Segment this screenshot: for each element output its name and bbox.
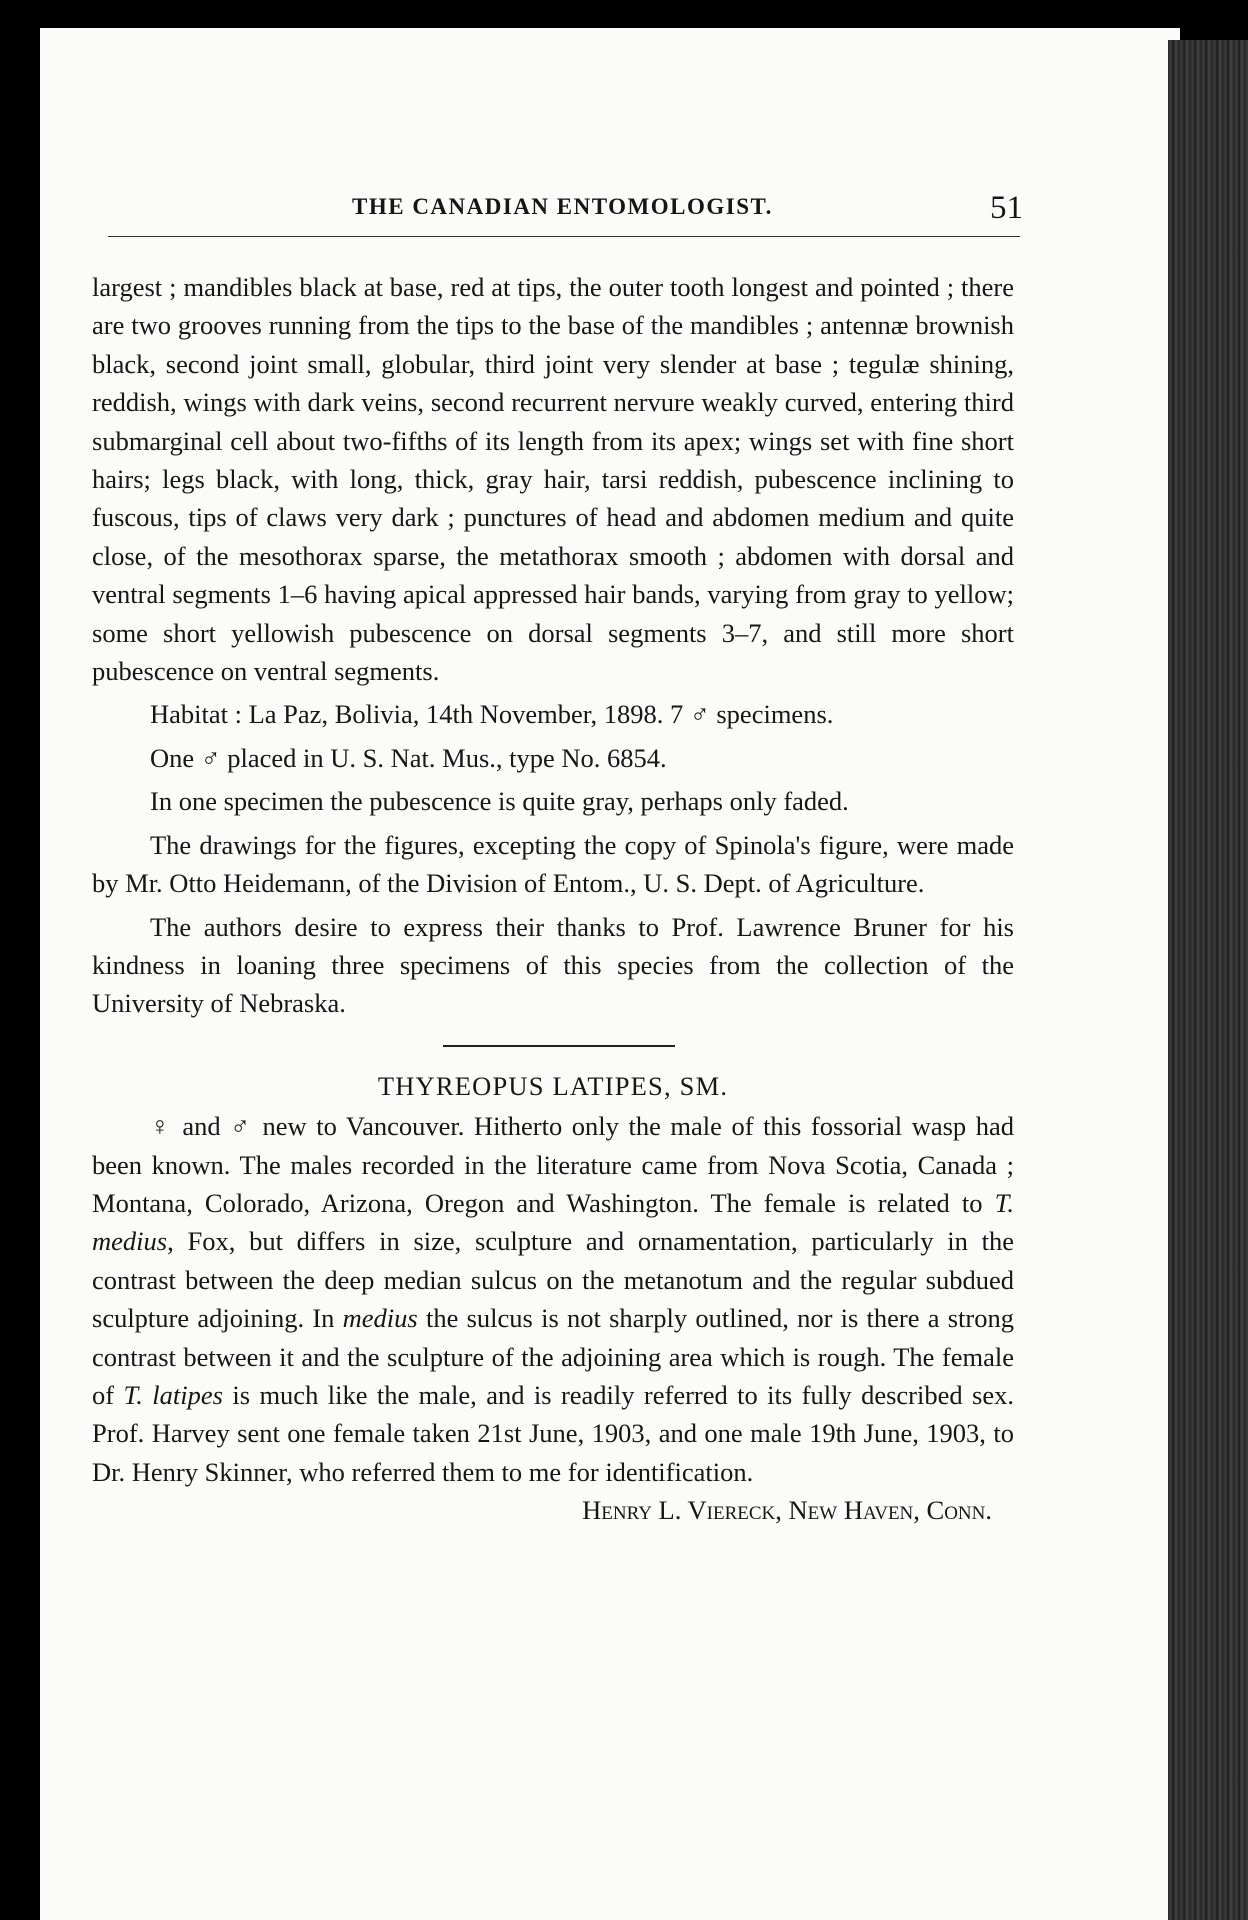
section-divider-rule [443,1045,675,1047]
species-name-medius-short: medius [342,1303,418,1334]
header-rule [108,236,1020,237]
running-head: THE CANADIAN ENTOMOLOGIST. [352,194,773,219]
section-text-4: is much like the male, and is readily referred to its fully described sex. Prof. Harvey sent one female taken 21st June, 1903, and one male 19th June, 1903, to Dr. Henry Skinner, who referred them to me for identification. [92,1379,1014,1487]
section-text-1: ♀ and ♂ new to Vancouver. Hitherto only the male of this fossorial wasp had been known. The males recorded in the literature came from Nova Scotia, Canada ; Montana, Colorado, Arizona, Oregon and Washington. The female is related to [92,1111,1014,1218]
book-edge [1168,40,1248,1920]
author-signature: Henry L. Viereck, New Haven, Conn. [582,1495,992,1526]
description-paragraph: largest ; mandibles black at base, red at tips, the outer tooth longest and pointed ; there are two grooves running from the tips to the base of the mandibles ; antennæ brownish black, second joint small, globular, third joint very slender at base ; tegulæ shining, reddish, wings with dark veins, second recurrent nervure weakly curved, entering third submarginal cell about two-fifths of its length from its apex; wings set with fine short hairs; legs black, with long, thick, gray hair, tarsi reddish, pubescence inclining to fuscous, tips of claws very dark ; punctures of head and abdomen medium and quite close, of the mesothorax sparse, the metathorax smooth ; abdomen with dorsal and ventral segments 1–6 having apical appressed hair bands, varying from gray to yellow; some short yellowish pubescence on dorsal segments 3–7, and still more short pubescence on ventral segments. [92,272,1014,687]
species-name-medius: T. medius [92,1187,1014,1257]
page-number: 51 [990,190,1023,226]
section-paragraph [92,1107,1014,1491]
section-text-2: , Fox, but differs in size, sculpture and ornamentation, particularly in the contrast between the deep median sulcus on the metanotum and the regular subdued sculpture adjoining. In [92,1226,1014,1334]
section-text-3: the sulcus is not sharply outlined, nor is there a strong contrast between it and the sculpture of the adjoining area which is rough. The female of [92,1303,1014,1410]
page-body [92,268,1014,1530]
species-name-latipes: T. latipes [123,1379,223,1410]
habitat-line: Habitat : La Paz, Bolivia, 14th November, 1898. 7 ♂ specimens. [150,699,834,730]
section-title: THYREOPUS LATIPES, SM. [377,1070,729,1101]
thanks-paragraph: The authors desire to express their thanks to Prof. Lawrence Bruner for his kindness in loaning three specimens of this species from the collection of the University of Nebraska. [92,911,1014,1019]
drawings-paragraph: The drawings for the figures, excepting the copy of Spinola's figure, were made by Mr. Otto Heidemann, of the Division of Entom., U. S. Dept. of Agriculture. [92,829,1014,899]
type-line: One ♂ placed in U. S. Nat. Mus., type No. 6854. [150,742,667,773]
specimen-note: In one specimen the pubescence is quite gray, perhaps only faded. [150,786,849,817]
